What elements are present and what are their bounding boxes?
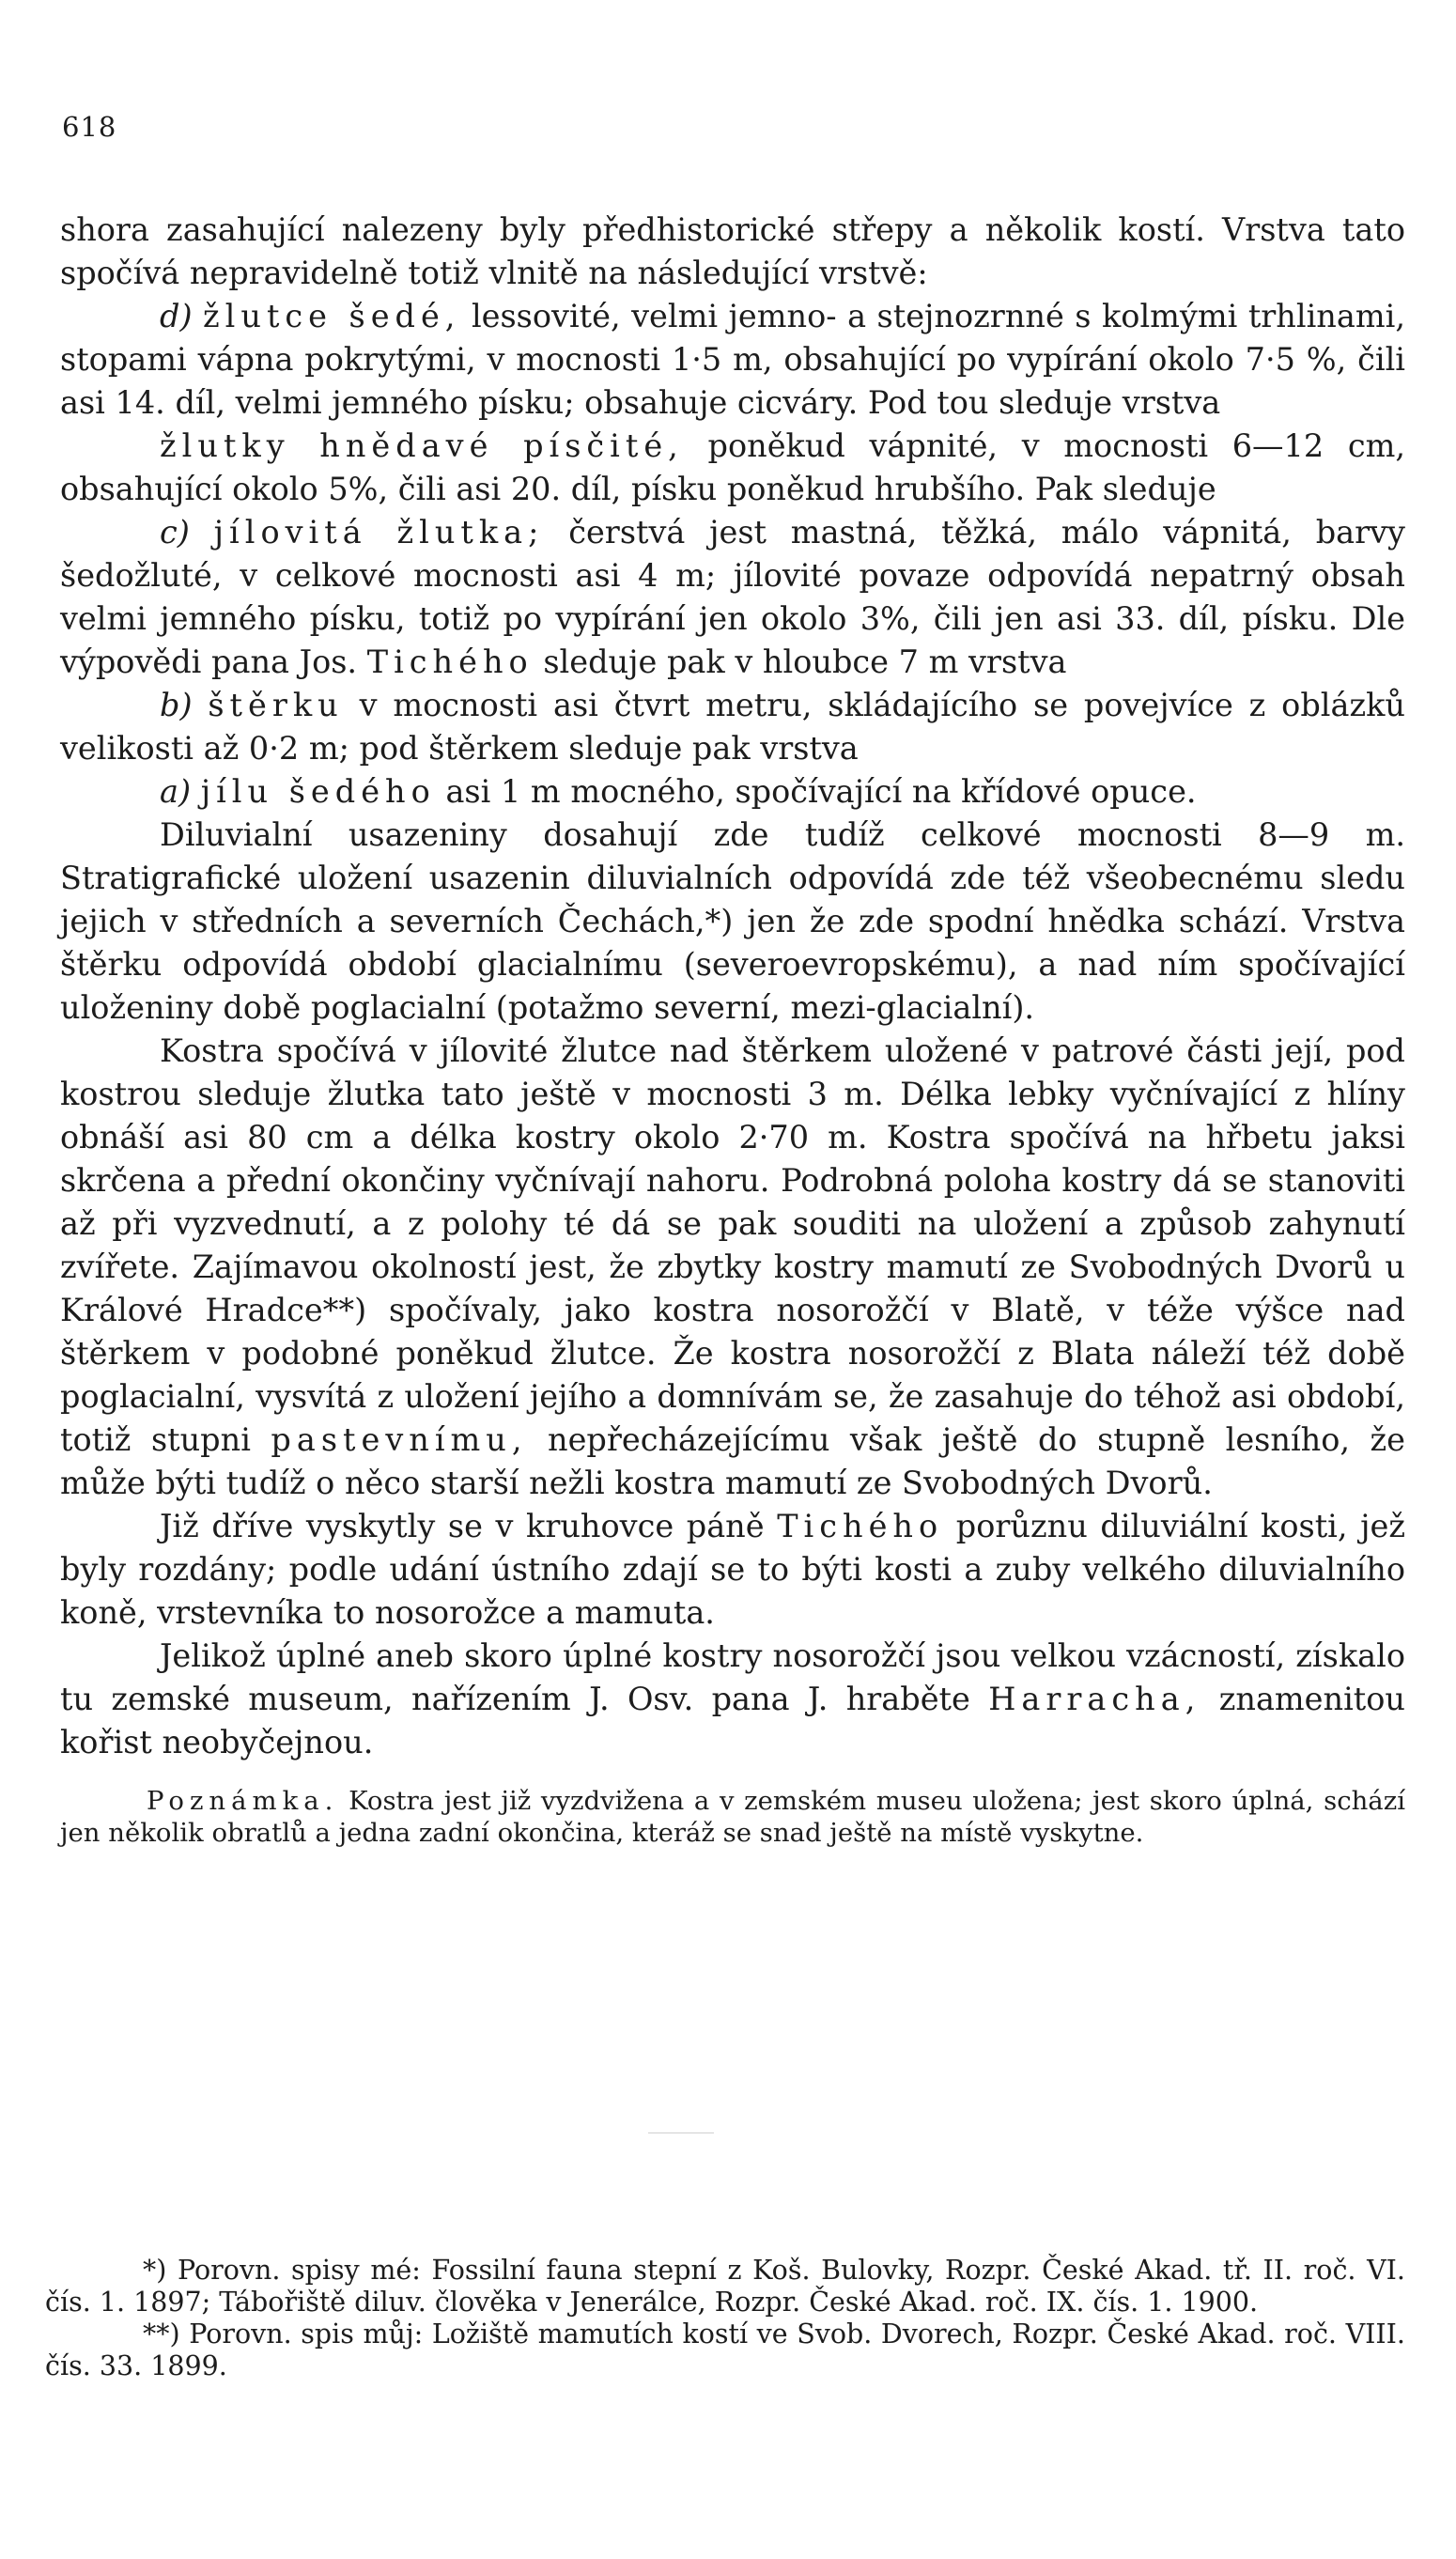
- paragraph-kostra-text: Kostra spočívá v jílovité žlutce nad štěrkem uložené v patrové části její, pod kostrou sleduje žlutka tato ještě v mocnosti 3 m. Délka lebky vyčnívající z hlíny obnáší asi 80 cm a délka kostry okolo 2·70 m. Kostra spočívá na hřbetu jaksi skrčena a přední okončiny vyčnívají nahoru. Podrobná poloha kostry dá se stanoviti až při vyzvednutí, a z polohy té dá se pak souditi na uložení a způsob zahynutí zvířete. Zajímavou okolností jest, že zbytky kostry mamutí ze Svobodných Dvorů u Králové Hradce**) spočívaly, jako kostra nosorožčí v Blatě, v téže výšce nad štěrkem v podobné poněkud žlutce. Že kostra nosorožčí z Blata náleží též době poglacialní, vysvítá z uložení jejího a domnívám se, že zasahuje do téhož asi období, totiž stupni: [60, 1032, 1405, 1458]
- layer-zlutka-text: poněkud vápnité, v mocnosti 6—12 cm, obsahující okolo 5%, čili asi 20. díl, písku poněkud hrubšího. Pak sleduje: [60, 427, 1405, 507]
- main-text: [60, 209, 1405, 1849]
- paragraph-intro: shora zasahující nalezeny byly předhistorické střepy a několik kostí. Vrstva tato spočívá nepravidelně totiž vlnitě na následující vrstvě:: [60, 211, 1405, 291]
- paragraph-jelikoz-end: znamenitou kořist neobyčejnou.: [60, 1681, 1406, 1760]
- paragraph-drive-end: porůznu diluviální kosti, jež byly rozdány; podle udání ústního zdají se to býti kosti a zuby velkého diluvialního koně, vrstevníka to nosorožce a mamuta.: [60, 1508, 1405, 1631]
- paragraph-jelikoz-name: Harracha,: [988, 1681, 1201, 1717]
- layer-c-text: čerstvá jest mastná, těžká, málo vápnitá, barvy šedožluté, v celkové mocnosti asi 4 m; jílovité povaze odpovídá nepatrný obsah velmi jemného písku, totiž po vypírání jen okolo 3%, čili jen asi 33. díl, písku. Dle výpovědi pana Jos.: [60, 514, 1405, 680]
- layer-d: [60, 295, 1405, 425]
- paragraph-diluvial: Diluvialní usazeniny dosahují zde tudíž celkové mocnosti 8—9 m. Stratigrafické uložení usazenin diluvialních odpovídá zde též všeobecnému sledu jejich v středních a severních Čechách,*) jen že zde spodní hnědka schází. Vrstva štěrku odpovídá období glacialnímu (severoevropskému), a nad ním spočívající uloženiny době poglacialní (potažmo severní, mezi-glacialní).: [60, 816, 1405, 1026]
- paragraph-drive-name: Tichého: [777, 1508, 944, 1544]
- paragraph-jelikoz-text: Jelikož úplné aneb skoro úplné kostry nosorožčí jsou velkou vzácností, získalo tu zemské museum, nařízením J. Osv. pana J. hraběte: [60, 1637, 1405, 1717]
- layer-d-term: žlutce šedé,: [203, 298, 461, 334]
- footnotes: [45, 2255, 1405, 2382]
- layer-c-name: Tichého: [366, 644, 534, 680]
- paragraph-kostra-end: nepřecházejícímu však ještě do stupně lesního, že může býti tudíž o něco starší nežli kostra mamutí ze Svobodných Dvorů.: [60, 1421, 1406, 1501]
- page-number: 618: [62, 111, 117, 143]
- layer-a: [60, 770, 1405, 814]
- layer-b-term: štěrku: [208, 687, 344, 723]
- footnote-2: **) Porovn. spis můj: Ložiště mamutích kostí ve Svob. Dvorech, Rozpr. České Akad. roč. VIII. čís. 33. 1899.: [45, 2319, 1405, 2381]
- paragraph-kostra-term: pastevnímu,: [271, 1421, 528, 1458]
- paragraph-drive-text: Již dříve vyskytly se v kruhovce páně: [160, 1508, 765, 1544]
- paragraph-drive: [60, 1505, 1405, 1635]
- layer-c-label: c): [160, 514, 190, 551]
- note: [60, 1785, 1405, 1849]
- layer-c-text2: sleduje pak v hloubce 7 m vrstva: [543, 644, 1067, 680]
- layer-b-text: v mocnosti asi čtvrt metru, skládajícího se povejvíce z oblázků velikosti až 0·2 m; pod štěrkem sleduje pak vrstva: [60, 687, 1405, 767]
- layer-a-label: a): [160, 773, 192, 810]
- paragraph-jelikoz: [60, 1635, 1405, 1764]
- note-text: Kostra jest již vyzdvižena a v zemském museu uložena; jest skoro úplná, schází jen několik obratlů a jedna zadní okončina, kteráž se snad ještě na místě vyskytne.: [60, 1786, 1405, 1848]
- layer-c-term: jílovitá žlutka;: [213, 514, 545, 551]
- layer-b: [60, 684, 1405, 770]
- layer-a-text: asi 1 m mocného, spočívající na křídové opuce.: [445, 773, 1197, 810]
- layer-d-text: lessovité, velmi jemno- a stejnozrnné s kolmými trhlinami, stopami vápna pokrytými, v mocnosti 1·5 m, obsahující po vypírání okolo 7·5 %, čili asi 14. díl, velmi jemného písku; obsahuje cicváry. Pod tou sleduje vrstva: [60, 298, 1405, 421]
- note-label: Poznámka.: [147, 1786, 339, 1816]
- layer-zlutka: [60, 425, 1405, 511]
- paragraph-kostra: [60, 1030, 1405, 1505]
- layer-b-label: b): [160, 687, 193, 723]
- layer-d-label: d): [160, 298, 193, 334]
- footnote-1: *) Porovn. spisy mé: Fossilní fauna stepní z Koš. Bulovky, Rozpr. České Akad. tř. II. roč. VI. čís. 1. 1897; Tábořiště diluv. člověka v Jenerálce, Rozpr. České Akad. roč. IX. čís. 1. 1900.: [45, 2255, 1405, 2318]
- layer-c: [60, 511, 1405, 684]
- section-divider: [648, 2132, 714, 2133]
- layer-a-term: jílu šedého: [200, 773, 436, 810]
- layer-zlutka-term: žlutky hnědavé písčité,: [160, 427, 684, 464]
